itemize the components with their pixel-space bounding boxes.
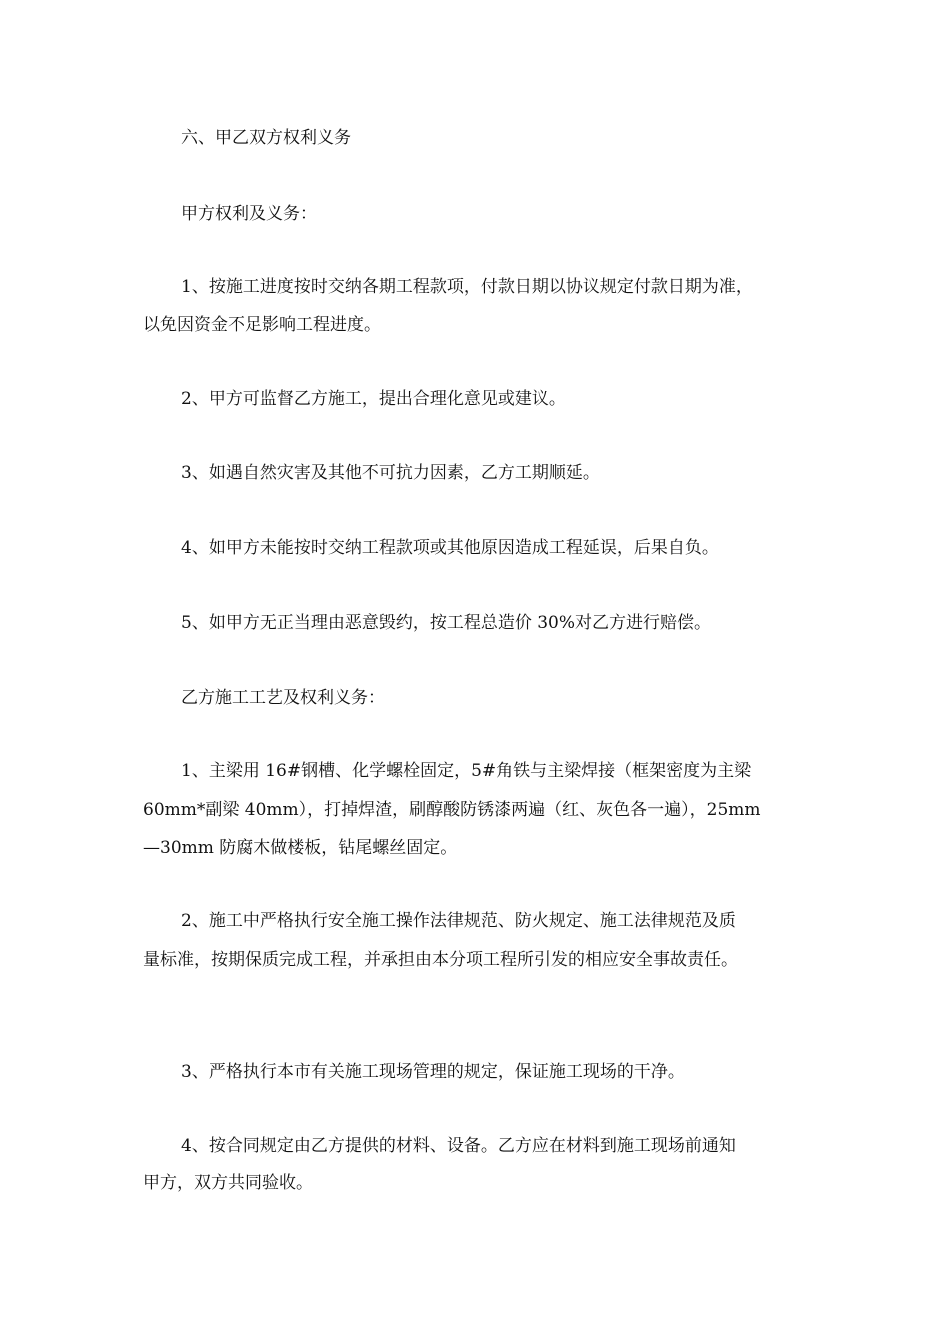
party-a-item-4: 4、如甲方未能按时交纳工程款项或其他原因造成工程延误，后果自负。 <box>181 538 719 558</box>
party-a-item-1-line-1: 1、按施工进度按时交纳各期工程款项，付款日期以协议规定付款日期为准， <box>181 277 753 297</box>
party-a-heading: 甲方权利及义务： <box>181 204 317 224</box>
party-a-item-1-line-2: 以免因资金不足影响工程进度。 <box>143 315 381 335</box>
party-a-item-2: 2、甲方可监督乙方施工，提出合理化意见或建议。 <box>181 389 566 409</box>
party-b-item-4-line-2: 甲方，双方共同验收。 <box>143 1173 313 1193</box>
party-a-item-3: 3、如遇自然灾害及其他不可抗力因素，乙方工期顺延。 <box>181 463 600 483</box>
party-b-item-2-line-2: 量标准，按期保质完成工程，并承担由本分项工程所引发的相应安全事故责任。 <box>143 950 738 970</box>
party-b-item-1-line-3: —30mm 防腐木做楼板，钻尾螺丝固定。 <box>143 838 458 858</box>
party-a-item-5: 5、如甲方无正当理由恶意毁约，按工程总造价 30%对乙方进行赔偿。 <box>181 613 712 633</box>
party-b-item-3: 3、严格执行本市有关施工现场管理的规定，保证施工现场的干净。 <box>181 1062 685 1082</box>
party-b-item-4-line-1: 4、按合同规定由乙方提供的材料、设备。乙方应在材料到施工现场前通知 <box>181 1136 736 1156</box>
party-b-item-1-line-1: 1、主梁用 16#钢槽、化学螺栓固定，5#角铁与主梁焊接（框架密度为主梁 <box>181 761 752 781</box>
party-b-heading: 乙方施工工艺及权利义务： <box>181 688 385 708</box>
party-b-item-1-line-2: 60mm*副梁 40mm），打掉焊渣，刷醇酸防锈漆两遍（红、灰色各一遍），25mm <box>143 800 761 820</box>
party-b-item-2-line-1: 2、施工中严格执行安全施工操作法律规范、防火规定、施工法律规范及质 <box>181 911 736 931</box>
section-heading: 六、甲乙双方权利义务 <box>181 128 351 148</box>
